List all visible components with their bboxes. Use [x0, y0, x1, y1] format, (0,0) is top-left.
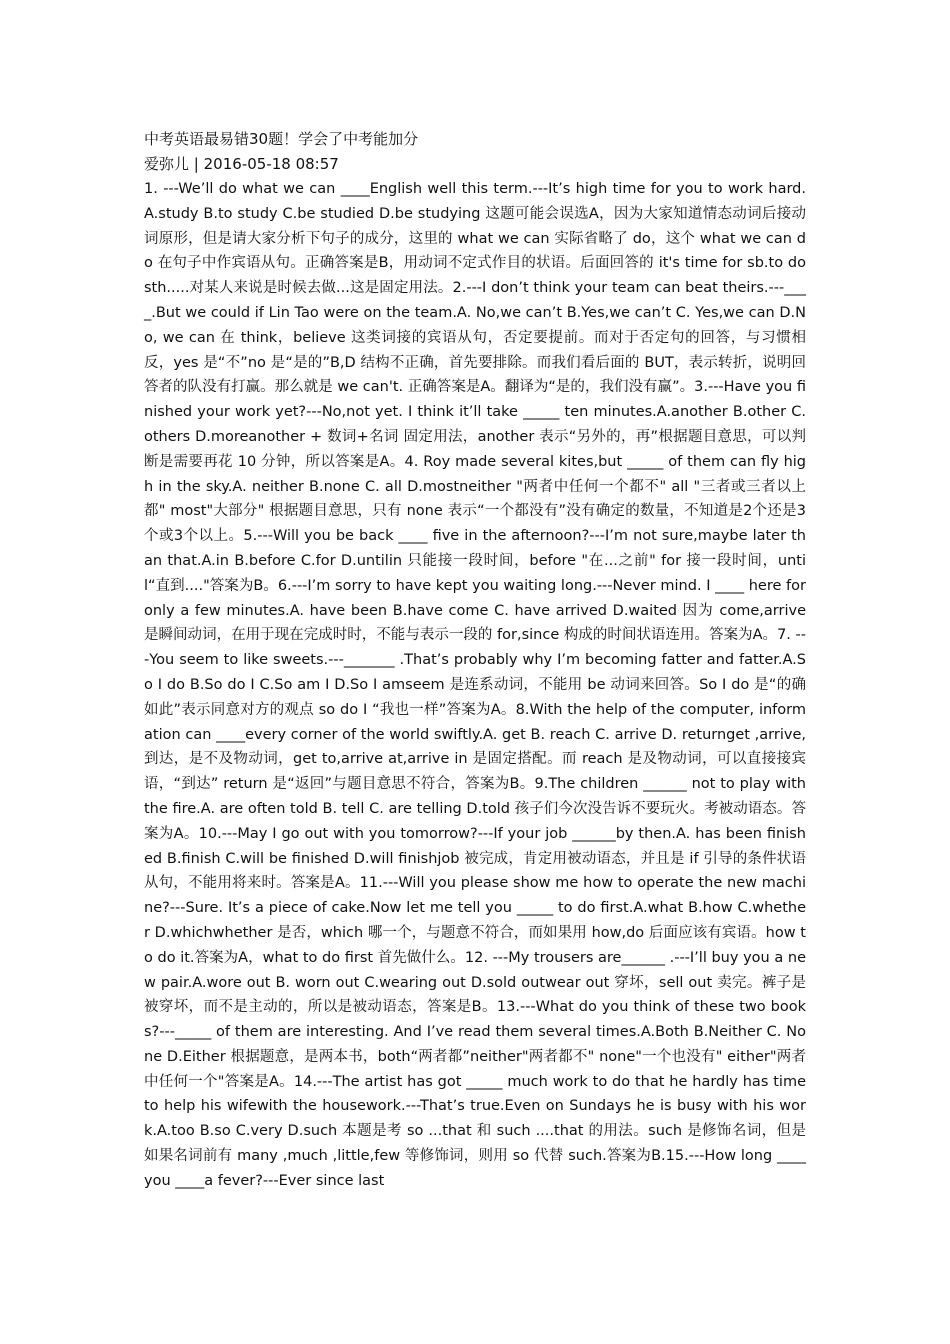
author-name: 爱弥儿 [144, 155, 190, 173]
article-meta [144, 152, 806, 177]
publish-date: 2016-05-18 08:57 [203, 155, 339, 173]
article-body: 1. ---We’ll do what we can ____English well this term.---It’s high time for you to work hard.A.study B.to study C.be studied D.be studying 这题可能会误选A，因为大家知道情态动词后接动词原形，但是请大家分析下句子的成分，这里的 what we can 实际省略了 do，这个 what we can do 在句子中作宾语从句。正确答案是B，用动词不定式作目的状语。后面回答的 it's time for sb.to do sth.....对某人来说是时候去做...这是固定用法。2.---I don’t think your team can beat theirs.---____.But we could if Lin Tao were on the team.A. No,we can’t B.Yes,we can’t C. Yes,we can D.No, we can 在 think，believe 这类词接的宾语从句，否定要提前。而对于否定句的回答，与习惯相反，yes 是“不”no 是“是的”B,D 结构不正确，首先要排除。而我们看后面的 BUT，表示转折，说明回答者的队没有打赢。那么就是 we can't. 正确答案是A。翻译为“是的，我们没有赢”。3.---Have you finished your work yet?---No,not yet. I think it’ll take _____ ten minutes.A.another B.other C.others D.moreanother + 数词+名词 固定用法，another 表示“另外的，再”根据题目意思，可以判断是需要再花 10 分钟，所以答案是A。4. Roy made several kites,but _____ of them can fly high in the sky.A. neither B.none C. all D.mostneither "两者中任何一个都不" all "三者或三者以上都" most"大部分" 根据题目意思，只有 none 表示“一个都没有”没有确定的数量，不知道是2个还是3个或3个以上。5.---Will you be back ____ five in the afternoon?---I’m not sure,maybe later than that.A.in B.before C.for D.untilin 只能接一段时间，before "在...之前" for 接一段时间，until“直到...."答案为B。6.---I’m sorry to have kept you waiting long.---Never mind. I ____ here for only a few minutes.A. have been B.have come C. have arrived D.waited 因为 come,arrive 是瞬间动词，在用于现在完成时时，不能与表示一段的 for,since 构成的时间状语连用。答案为A。7. ---You seem to like sweets.---_______ .That’s probably why I’m becoming fatter and fatter.A.So I do B.So do I C.So am I D.So I amseem 是连系动词，不能用 be 动词来回答。So I do 是“的确如此”表示同意对方的观点 so do I “我也一样”答案为A。8.With the help of the computer, information can ____every corner of the world swiftly.A. get B. reach C. arrive D. returnget ,arrive,到达，是不及物动词，get to,arrive at,arrive in 是固定搭配。而 reach 是及物动词，可以直接接宾语，“到达” return 是“返回”与题目意思不符合，答案为B。9.The children ______ not to play with the fire.A. are often told B. tell C. are telling D.told 孩子们今次没告诉不要玩火。考被动语态。答案为A。10.---May I go out with you tomorrow?---If your job ______by then.A. has been finished B.finish C.will be finished D.will finishjob 被完成，肯定用被动语态，并且是 if 引导的条件状语从句，不能用将来时。答案是A。11.---Will you please show me how to operate the new machine?---Sure. It’s a piece of cake.Now let me tell you _____ to do first.A.what B.how C.whether D.whichwhether 是否，which 哪一个，与题意不符合，而如果用 how,do 后面应该有宾语。how to do it.答案为A，what to do first 首先做什么。12. ---My trousers are______ .---I’ll buy you a new pair.A.wore out B. worn out C.wearing out D.sold outwear out 穿坏，sell out 卖完。裤子是被穿坏，而不是主动的，所以是被动语态，答案是B。13.---What do you think of these two books?---_____ of them are interesting. And I’ve read them several times.A.Both B.Neither C. None D.Either 根据题意，是两本书，both“两者都”neither"两者都不" none"一个也没有" either"两者中任何一个"答案是A。14.---The artist has got _____ much work to do that he hardly has time to help his wifewith the housework.---That’s true.Even on Sundays he is busy with his work.A.too B.so C.very D.such 本题是考 so ...that 和 such ....that 的用法。such 是修饰名词，但是如果名词前有 many ,much ,little,few 等修饰词，则用 so 代替 such.答案为B.15.---How long ____ you ____a fever?---Ever since last [144, 181, 806, 1189]
article-title: 中考英语最易错30题！学会了中考能加分 [144, 130, 419, 148]
meta-separator: | [193, 155, 199, 173]
